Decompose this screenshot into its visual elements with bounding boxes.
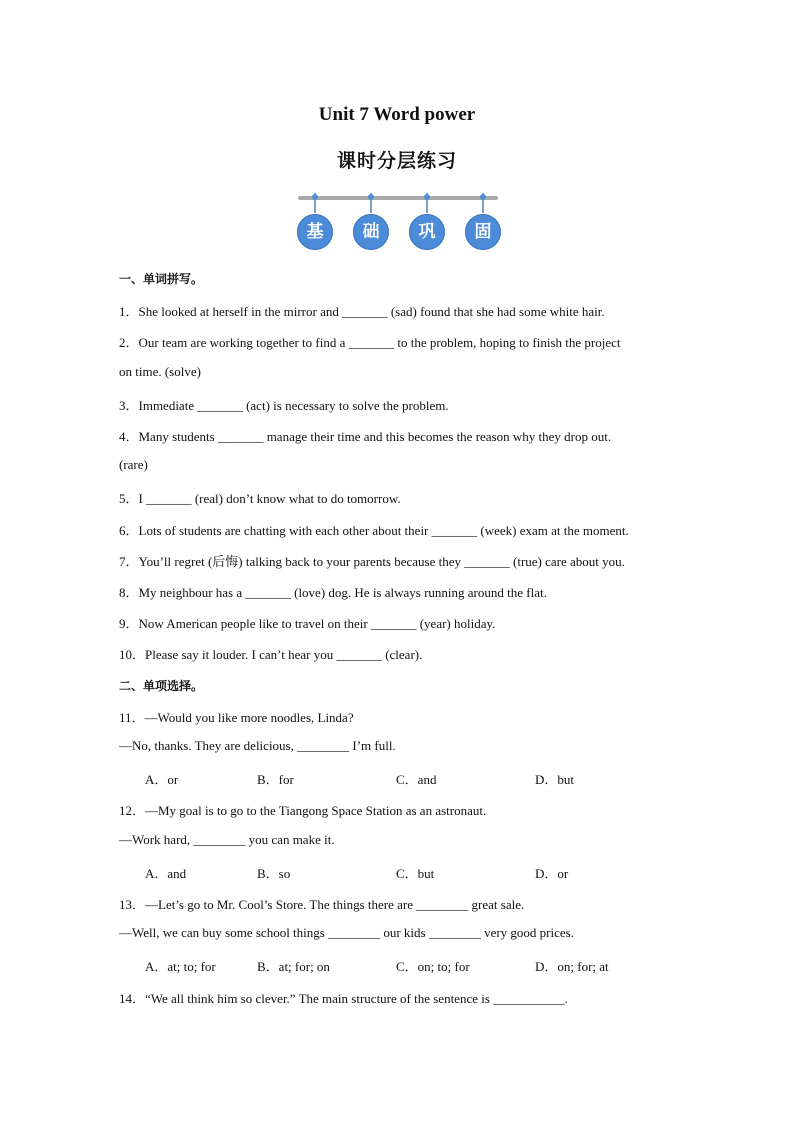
answer-line-11: —No, thanks. They are delicious, ________ I’m full. bbox=[119, 738, 396, 753]
page-subtitle: 课时分层练习 bbox=[336, 150, 457, 172]
exercise-line: 3．Immediate _______ (act) is necessary to solve the problem. bbox=[119, 398, 449, 413]
option-a[interactable]: A．and bbox=[145, 866, 187, 881]
question-14: 14．“We all think him so clever.” The main structure of the sentence is ___________. bbox=[119, 991, 568, 1006]
exercise-line: (rare) bbox=[119, 457, 148, 472]
section-banner bbox=[292, 193, 504, 253]
option-b[interactable]: B．for bbox=[257, 772, 294, 787]
section-heading-spelling: 一、单词拼写。 bbox=[119, 272, 204, 286]
option-d[interactable]: D．or bbox=[535, 866, 569, 881]
banner-circle-4: 固 bbox=[465, 214, 501, 250]
exercise-line: 5．I _______ (real) don’t know what to do tomorrow. bbox=[119, 491, 401, 506]
option-d[interactable]: D．on; for; at bbox=[535, 959, 609, 974]
option-b[interactable]: B．so bbox=[257, 866, 291, 881]
banner-circle-2: 础 bbox=[353, 214, 389, 250]
exercise-line: 8．My neighbour has a _______ (love) dog. He is always running around the flat. bbox=[119, 585, 547, 600]
exercise-line: 9．Now American people like to travel on their _______ (year) holiday. bbox=[119, 616, 496, 631]
option-b[interactable]: B．at; for; on bbox=[257, 959, 330, 974]
option-c[interactable]: C．and bbox=[396, 772, 437, 787]
page-title: Unit 7 Word power bbox=[318, 104, 476, 125]
exercise-line: 1．She looked at herself in the mirror and _______ (sad) found that she had some white hair. bbox=[119, 304, 605, 319]
option-d[interactable]: D．but bbox=[535, 772, 575, 787]
option-a[interactable]: A．at; to; for bbox=[145, 959, 216, 974]
option-a[interactable]: A．or bbox=[145, 772, 179, 787]
banner-bar bbox=[298, 196, 498, 200]
exercise-line: 7．You’ll regret (后悔) talking back to your parents because they _______ (true) care about you. bbox=[119, 554, 625, 569]
answer-line-13: —Well, we can buy some school things ________ our kids ________ very good prices. bbox=[119, 925, 574, 940]
option-c[interactable]: C．but bbox=[396, 866, 435, 881]
section-heading-choice: 二、单项选择。 bbox=[119, 679, 204, 693]
question-12: 12．—My goal is to go to the Tiangong Space Station as an astronaut. bbox=[119, 803, 487, 818]
answer-line-12: —Work hard, ________ you can make it. bbox=[119, 832, 335, 847]
banner-circle-3: 巩 bbox=[409, 214, 445, 250]
exercise-line: on time. (solve) bbox=[119, 364, 201, 379]
option-c[interactable]: C．on; to; for bbox=[396, 959, 470, 974]
exercise-line: 4．Many students _______ manage their time and this becomes the reason why they drop out. bbox=[119, 429, 612, 444]
question-13: 13．—Let’s go to Mr. Cool’s Store. The things there are ________ great sale. bbox=[119, 897, 525, 912]
exercise-line: 2．Our team are working together to find a _______ to the problem, hoping to finish the project bbox=[119, 335, 621, 350]
question-11: 11．—Would you like more noodles, Linda? bbox=[119, 710, 354, 725]
exercise-line: 6．Lots of students are chatting with each other about their _______ (week) exam at the moment. bbox=[119, 523, 629, 538]
exercise-line: 10．Please say it louder. I can’t hear you _______ (clear). bbox=[119, 647, 423, 662]
banner-circle-1: 基 bbox=[297, 214, 333, 250]
